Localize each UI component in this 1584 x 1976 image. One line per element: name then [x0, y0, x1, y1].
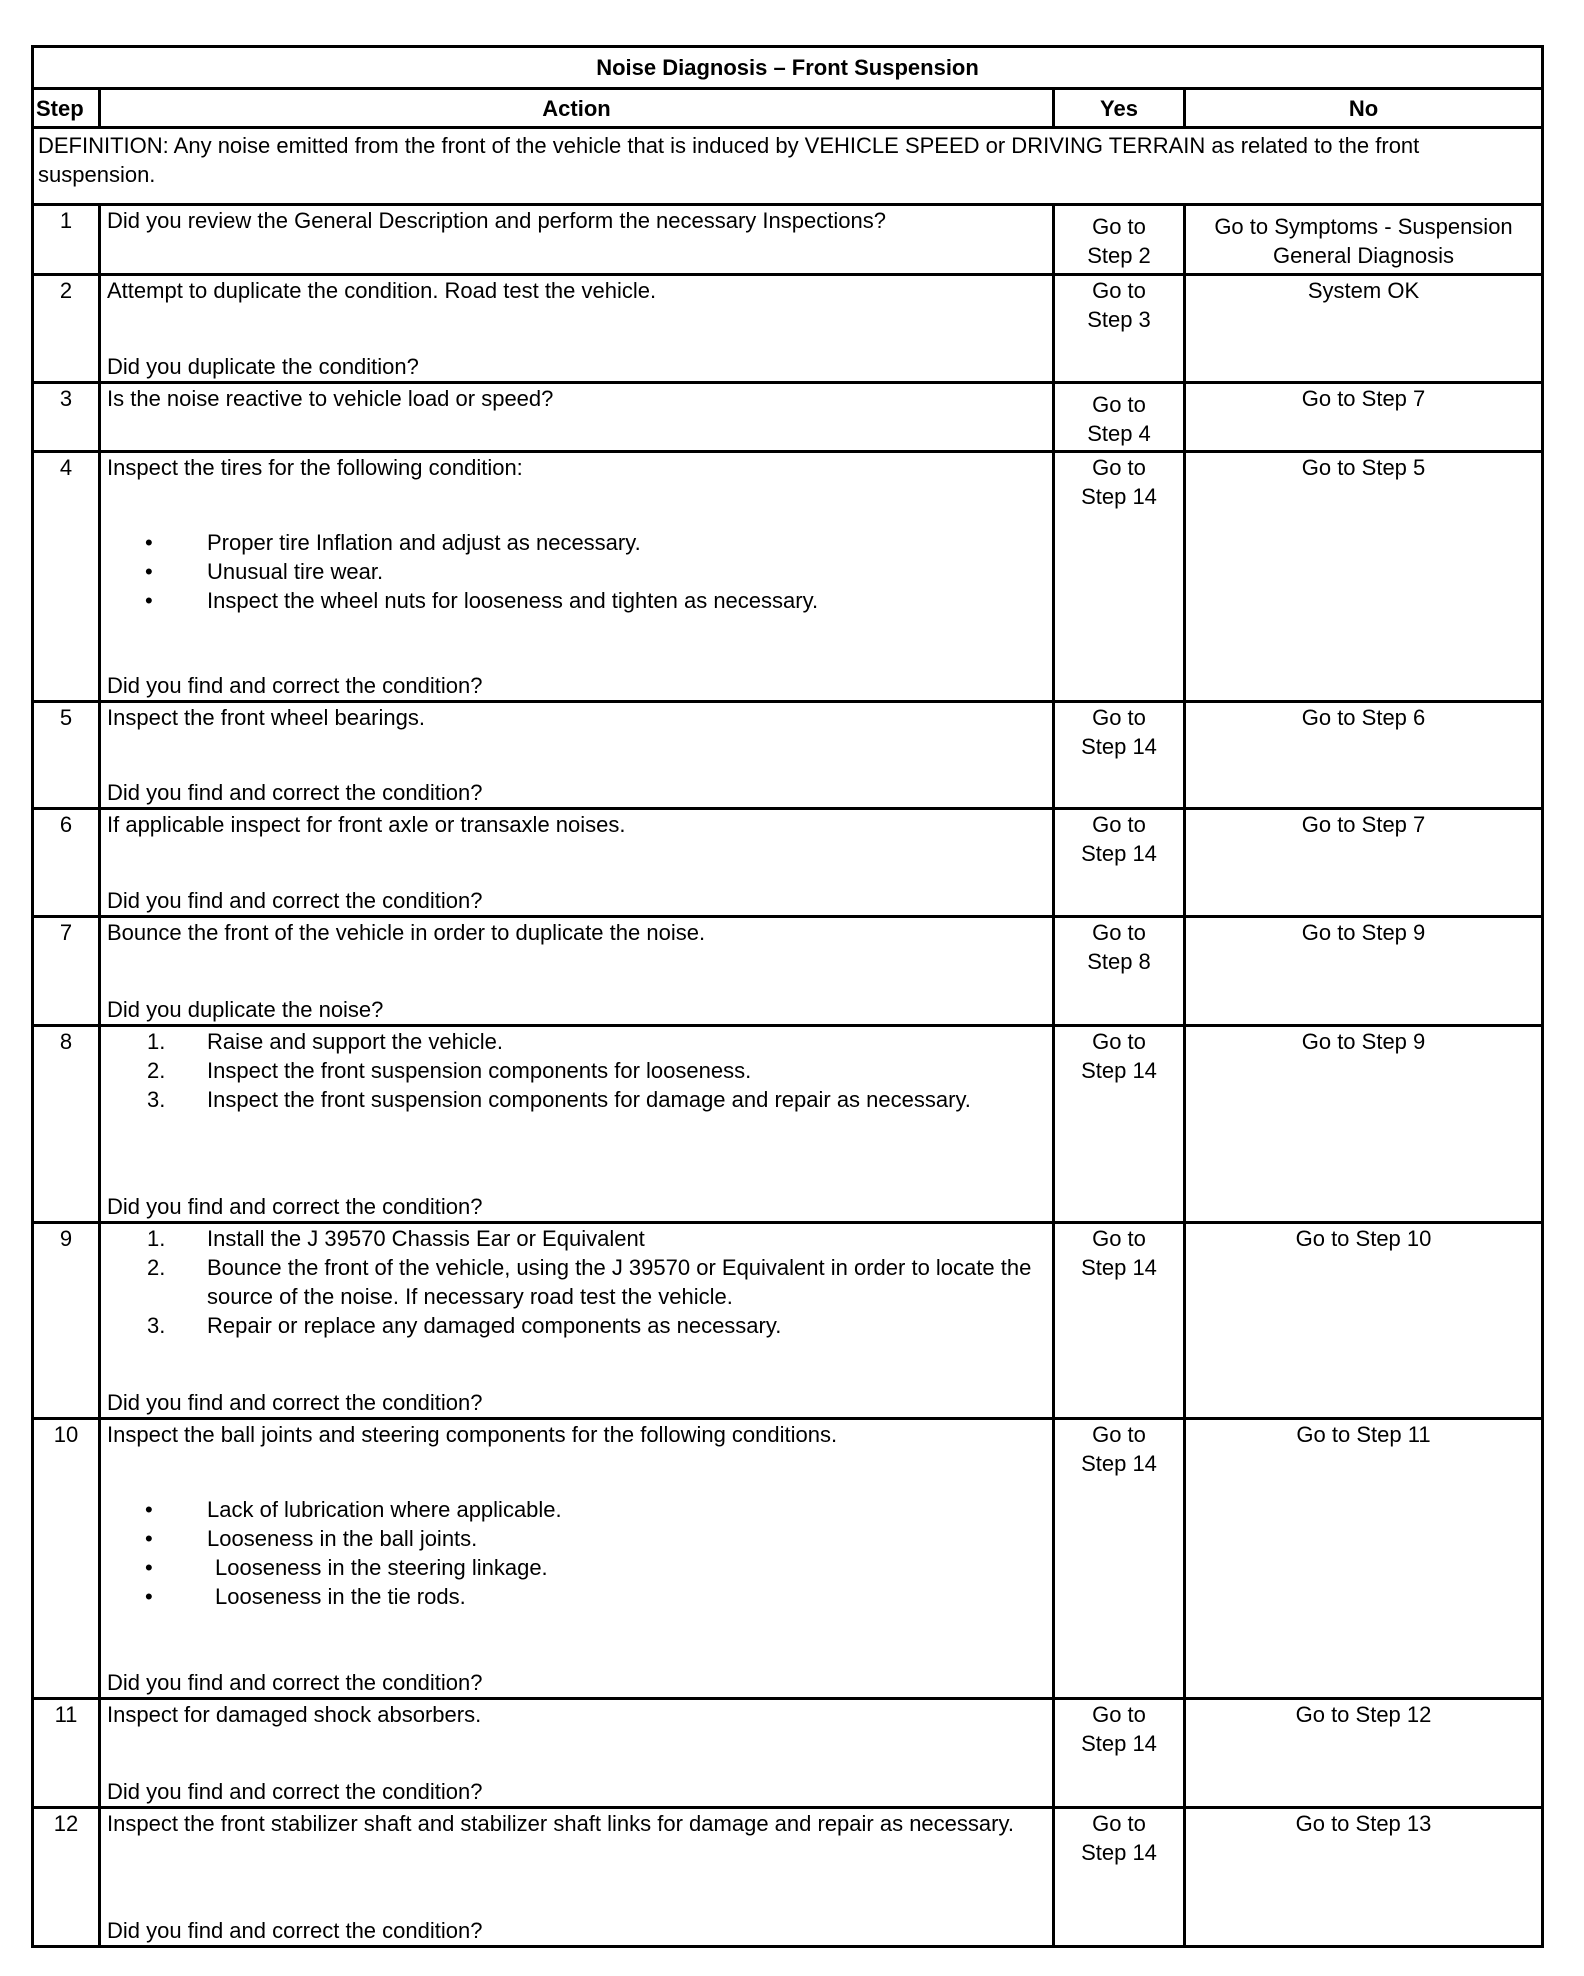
- bullet-item: [107, 586, 1046, 615]
- action-cell: [100, 1699, 1054, 1808]
- action-instruction: Is the noise reactive to vehicle load or speed?: [107, 386, 554, 411]
- bullet-item: [107, 528, 1046, 557]
- action-question: Did you find and correct the condition?: [107, 780, 483, 805]
- no-text: Go to Step 13: [1295, 1811, 1432, 1836]
- yes-line: Step 14: [1081, 484, 1157, 509]
- bullet-item: [107, 1582, 1046, 1611]
- action-content: [107, 918, 1046, 1024]
- action-body: [107, 1420, 1046, 1611]
- step-number: 6: [33, 809, 100, 917]
- numbered-text: Install the J 39570 Chassis Ear or Equivalent: [207, 1226, 645, 1251]
- no-cell[interactable]: [1185, 1026, 1543, 1223]
- action-cell: [100, 205, 1054, 275]
- action-question: Did you find and correct the condition?: [107, 1390, 483, 1415]
- action-body: [107, 276, 1046, 305]
- no-text: Go to Step 9: [1301, 1029, 1426, 1054]
- action-cell: [100, 275, 1054, 383]
- step-number: 1: [33, 205, 100, 275]
- action-body: [107, 918, 1046, 947]
- yes-line: Go to: [1092, 1226, 1146, 1251]
- no-cell[interactable]: [1185, 702, 1543, 809]
- action-body: [107, 810, 1046, 839]
- action-cell: [100, 383, 1054, 452]
- numbered-item: [107, 1224, 1046, 1253]
- action-instruction: Inspect the ball joints and steering components for the following conditions.: [107, 1422, 838, 1447]
- yes-line: Go to: [1092, 812, 1146, 837]
- table-row: [33, 1808, 1543, 1947]
- bullet-icon: •: [145, 1584, 153, 1609]
- action-content: [107, 1420, 1046, 1697]
- no-text: Go to Step 10: [1295, 1226, 1432, 1251]
- numbered-text: Repair or replace any damaged components as necessary.: [207, 1313, 782, 1338]
- step-number: 12: [33, 1808, 100, 1947]
- numbered-item: [107, 1311, 1046, 1340]
- bullet-text: Looseness in the tie rods.: [215, 1584, 466, 1609]
- yes-line: Step 14: [1081, 1451, 1157, 1476]
- action-body: [107, 1224, 1046, 1340]
- yes-cell[interactable]: [1054, 1699, 1185, 1808]
- yes-line: Step 14: [1081, 1731, 1157, 1756]
- action-cell: [100, 809, 1054, 917]
- bullet-icon: •: [145, 559, 153, 584]
- no-text: Go to Step 5: [1301, 455, 1426, 480]
- spacer: [107, 482, 1046, 528]
- no-cell[interactable]: [1185, 1699, 1543, 1808]
- action-body: [107, 703, 1046, 732]
- action-content: [107, 1809, 1046, 1945]
- bullet-text: Looseness in the ball joints.: [207, 1526, 478, 1551]
- bullet-text: Proper tire Inflation and adjust as necessary.: [207, 530, 641, 555]
- header-yes: Yes: [1054, 89, 1185, 128]
- numbered-item: [107, 1056, 1046, 1085]
- yes-line: Go to: [1092, 455, 1146, 480]
- action-question: Did you find and correct the condition?: [107, 888, 483, 913]
- bullet-item: [107, 557, 1046, 586]
- bullet-item: [107, 1553, 1046, 1582]
- action-content: [107, 453, 1046, 700]
- bullet-list: [107, 1495, 1046, 1611]
- action-instruction: Did you review the General Description and perform the necessary Inspections?: [107, 208, 886, 233]
- list-number: 3.: [147, 1313, 166, 1338]
- numbered-text: Raise and support the vehicle.: [207, 1029, 503, 1054]
- table-row: [33, 702, 1543, 809]
- action-instruction: Inspect the front wheel bearings.: [107, 705, 425, 730]
- step-number: 4: [33, 452, 100, 702]
- no-cell[interactable]: [1185, 809, 1543, 917]
- action-body: [107, 1809, 1046, 1838]
- numbered-list: [107, 1224, 1046, 1340]
- yes-cell[interactable]: [1054, 1026, 1185, 1223]
- no-text: Go to Step 12: [1295, 1702, 1432, 1727]
- yes-line: Step 14: [1081, 841, 1157, 866]
- list-number: 2.: [147, 1255, 166, 1280]
- bullet-text: Unusual tire wear.: [207, 559, 384, 584]
- list-number: 3.: [147, 1087, 166, 1112]
- table-title-row: [33, 47, 1543, 89]
- column-header-row: [33, 89, 1543, 128]
- table-title: Noise Diagnosis – Front Suspension: [33, 47, 1543, 89]
- list-number: 2.: [147, 1058, 166, 1083]
- no-text: System OK: [1307, 278, 1420, 303]
- yes-line: Step 8: [1087, 949, 1151, 974]
- no-cell[interactable]: [1185, 205, 1543, 275]
- yes-cell[interactable]: [1054, 205, 1185, 275]
- step-number: 11: [33, 1699, 100, 1808]
- header-action: Action: [100, 89, 1054, 128]
- table-row: [33, 809, 1543, 917]
- bullet-text: Looseness in the steering linkage.: [215, 1555, 548, 1580]
- yes-cell[interactable]: [1054, 809, 1185, 917]
- bullet-text: Inspect the wheel nuts for looseness and tighten as necessary.: [207, 588, 819, 613]
- yes-line: Step 2: [1087, 243, 1151, 268]
- no-cell[interactable]: [1185, 1223, 1543, 1419]
- action-cell: [100, 1419, 1054, 1699]
- action-instruction: Bounce the front of the vehicle in order to duplicate the noise.: [107, 920, 706, 945]
- action-content: [107, 1027, 1046, 1221]
- bullet-item: [107, 1495, 1046, 1524]
- action-question: Did you find and correct the condition?: [107, 1670, 483, 1695]
- table-row: [33, 452, 1543, 702]
- definition-row: [33, 128, 1543, 205]
- no-cell[interactable]: [1185, 275, 1543, 383]
- yes-line: Go to: [1092, 1811, 1146, 1836]
- step-number: 8: [33, 1026, 100, 1223]
- action-cell: [100, 1026, 1054, 1223]
- action-question: Did you find and correct the condition?: [107, 1194, 483, 1219]
- numbered-item: [107, 1085, 1046, 1114]
- no-cell[interactable]: [1185, 917, 1543, 1026]
- action-question: Did you find and correct the condition?: [107, 1918, 483, 1943]
- action-instruction: If applicable inspect for front axle or transaxle noises.: [107, 812, 626, 837]
- no-cell[interactable]: [1185, 1419, 1543, 1699]
- action-question: Did you duplicate the noise?: [107, 997, 384, 1022]
- list-number: 1.: [147, 1029, 166, 1054]
- step-number: 10: [33, 1419, 100, 1699]
- bullet-icon: •: [145, 1555, 153, 1580]
- no-cell[interactable]: [1185, 383, 1543, 452]
- no-text: Go to Step 6: [1301, 705, 1426, 730]
- step-number: 7: [33, 917, 100, 1026]
- no-text: Go to Step 9: [1301, 920, 1426, 945]
- yes-cell[interactable]: [1054, 452, 1185, 702]
- step-number: 2: [33, 275, 100, 383]
- table-row: [33, 1419, 1543, 1699]
- action-content: [107, 206, 1046, 273]
- action-body: [107, 1700, 1046, 1729]
- action-body: [107, 453, 1046, 615]
- no-text: Go to Symptoms - Suspension General Diagnosis: [1214, 214, 1513, 268]
- yes-cell[interactable]: [1054, 275, 1185, 383]
- yes-line: Go to: [1092, 392, 1146, 417]
- action-question: Did you duplicate the condition?: [107, 354, 419, 379]
- no-cell[interactable]: [1185, 452, 1543, 702]
- bullet-item: [107, 1524, 1046, 1553]
- bullet-icon: •: [145, 530, 153, 555]
- definition-text: DEFINITION: Any noise emitted from the front of the vehicle that is induced by VEHICLE SPEED or DRIVING TERRAIN as related to the front suspension.: [33, 128, 1543, 205]
- header-step: Step: [33, 89, 100, 128]
- step-number: 5: [33, 702, 100, 809]
- yes-line: Go to: [1092, 1422, 1146, 1447]
- no-text: Go to Step 7: [1301, 386, 1426, 411]
- table-row: [33, 205, 1543, 275]
- yes-line: Go to: [1092, 278, 1146, 303]
- numbered-item: [107, 1027, 1046, 1056]
- yes-line: Step 3: [1087, 307, 1151, 332]
- yes-line: Go to: [1092, 1029, 1146, 1054]
- bullet-icon: •: [145, 588, 153, 613]
- yes-line: Go to: [1092, 214, 1146, 239]
- yes-line: Step 14: [1081, 1058, 1157, 1083]
- yes-cell[interactable]: [1054, 1223, 1185, 1419]
- table-row: [33, 1223, 1543, 1419]
- action-body: [107, 384, 1046, 413]
- table-row: [33, 383, 1543, 452]
- bullet-icon: •: [145, 1526, 153, 1551]
- yes-line: Go to: [1092, 920, 1146, 945]
- action-content: [107, 810, 1046, 915]
- numbered-item: [107, 1253, 1046, 1311]
- bullet-icon: •: [145, 1497, 153, 1522]
- yes-cell[interactable]: [1054, 1808, 1185, 1947]
- no-text: Go to Step 7: [1301, 812, 1426, 837]
- action-body: [107, 206, 1046, 235]
- yes-cell[interactable]: [1054, 702, 1185, 809]
- action-instruction: Attempt to duplicate the condition. Road test the vehicle.: [107, 278, 657, 303]
- action-cell: [100, 452, 1054, 702]
- yes-line: Step 14: [1081, 1255, 1157, 1280]
- yes-line: Step 4: [1087, 421, 1151, 446]
- action-content: [107, 384, 1046, 450]
- no-text: Go to Step 11: [1296, 1422, 1431, 1447]
- yes-line: Step 14: [1081, 1840, 1157, 1865]
- spacer: [107, 1449, 1046, 1495]
- table-row: [33, 917, 1543, 1026]
- yes-cell[interactable]: [1054, 383, 1185, 452]
- action-cell: [100, 917, 1054, 1026]
- action-instruction: Inspect for damaged shock absorbers.: [107, 1702, 482, 1727]
- action-question: Did you find and correct the condition?: [107, 673, 483, 698]
- numbered-text: Inspect the front suspension components for looseness.: [207, 1058, 752, 1083]
- step-number: 9: [33, 1223, 100, 1419]
- action-instruction: Inspect the tires for the following condition:: [107, 455, 523, 480]
- action-content: [107, 1224, 1046, 1417]
- yes-line: Go to: [1092, 1702, 1146, 1727]
- no-cell[interactable]: [1185, 1808, 1543, 1947]
- action-cell: [100, 1808, 1054, 1947]
- header-no: No: [1185, 89, 1543, 128]
- list-number: 1.: [147, 1226, 166, 1251]
- step-number: 3: [33, 383, 100, 452]
- action-body: [107, 1027, 1046, 1114]
- numbered-text: Bounce the front of the vehicle, using the J 39570 or Equivalent in order to locate the source of the noise. If necessary road test the vehicle.: [207, 1255, 1032, 1309]
- action-cell: [100, 1223, 1054, 1419]
- action-cell: [100, 702, 1054, 809]
- action-instruction: Inspect the front stabilizer shaft and stabilizer shaft links for damage and repair as necessary.: [107, 1811, 1014, 1836]
- bullet-text: Lack of lubrication where applicable.: [207, 1497, 562, 1522]
- noise-diagnosis-table: [31, 45, 1544, 1948]
- bullet-list: [107, 528, 1046, 615]
- action-content: [107, 1700, 1046, 1806]
- numbered-list: [107, 1027, 1046, 1114]
- action-content: [107, 276, 1046, 381]
- table-row: [33, 1699, 1543, 1808]
- action-question: Did you find and correct the condition?: [107, 1779, 483, 1804]
- yes-cell[interactable]: [1054, 917, 1185, 1026]
- yes-line: Go to: [1092, 705, 1146, 730]
- table-row: [33, 275, 1543, 383]
- yes-cell[interactable]: [1054, 1419, 1185, 1699]
- table-row: [33, 1026, 1543, 1223]
- yes-line: Step 14: [1081, 734, 1157, 759]
- numbered-text: Inspect the front suspension components for damage and repair as necessary.: [207, 1087, 971, 1112]
- action-content: [107, 703, 1046, 807]
